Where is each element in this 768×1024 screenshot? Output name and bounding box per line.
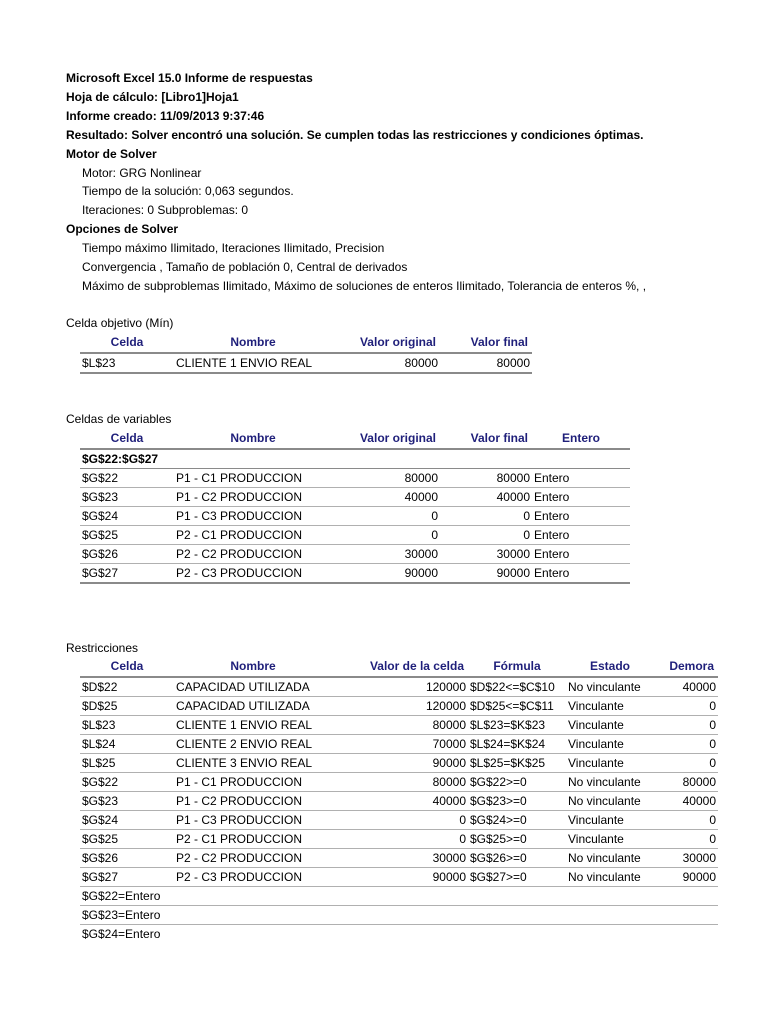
cell-status: Vinculante: [566, 735, 654, 754]
cell-formula: $G$26>=0: [468, 849, 566, 868]
cell-ref: $L$25: [80, 754, 174, 773]
cell-name: P2 - C3 PRODUCCION: [174, 868, 332, 887]
integer-constraint: $G$24=Entero: [82, 927, 161, 941]
cell-name: P1 - C1 PRODUCCION: [174, 469, 332, 488]
cell-slack: 30000: [654, 849, 718, 868]
col-nombre: Nombre: [174, 657, 332, 677]
cell-value: 30000: [332, 849, 468, 868]
cell-ref: $L$23: [80, 716, 174, 735]
cell-formula: $G$27>=0: [468, 868, 566, 887]
objective-header-row: [80, 333, 532, 353]
table-row: [80, 677, 718, 697]
table-row: [80, 754, 718, 773]
cell-final: 30000: [440, 545, 532, 564]
col-valor-final: Valor final: [440, 333, 532, 353]
integer-row: [80, 925, 718, 944]
cell-status: Vinculante: [566, 716, 654, 735]
cell-name: P2 - C3 PRODUCCION: [174, 564, 332, 584]
cell-ref: $L$24: [80, 735, 174, 754]
col-celda: Celda: [80, 429, 174, 449]
options-line-2: Convergencia , Tamaño de población 0, Central de derivados: [82, 260, 408, 274]
cell-name: P1 - C1 PRODUCCION: [174, 773, 332, 792]
cell-formula: $G$24>=0: [468, 811, 566, 830]
cell-slack: 0: [654, 811, 718, 830]
col-formula: Fórmula: [468, 657, 566, 677]
cell-name: P1 - C3 PRODUCCION: [174, 811, 332, 830]
cell-name: P2 - C1 PRODUCCION: [174, 526, 332, 545]
options-title: Opciones de Solver: [66, 222, 179, 236]
cell-original: 40000: [332, 488, 440, 507]
cell-value: 40000: [332, 792, 468, 811]
group-label: $G$22:$G$27: [80, 449, 630, 469]
table-row: [80, 697, 718, 716]
cell-value: 0: [332, 830, 468, 849]
col-celda: Celda: [80, 333, 174, 353]
options-line-1: Tiempo máximo Ilimitado, Iteraciones Ilimitado, Precision: [82, 241, 385, 255]
col-celda: Celda: [80, 657, 174, 677]
integer-constraint: $G$22=Entero: [80, 887, 718, 906]
cell-slack: 0: [654, 735, 718, 754]
cell-value: 90000: [332, 754, 468, 773]
integer-constraint: $G$23=Entero: [80, 906, 718, 925]
cell-name: CAPACIDAD UTILIZADA: [174, 697, 332, 716]
col-valor-original: Valor original: [332, 429, 440, 449]
col-valor-original: Valor original: [332, 333, 440, 353]
cell-original: 30000: [332, 545, 440, 564]
cell-integer: Entero: [532, 488, 630, 507]
constraints-header-row: [80, 657, 718, 677]
cell-slack: 80000: [654, 773, 718, 792]
engine-title: Motor de Solver: [66, 147, 157, 161]
cell-status: No vinculante: [566, 849, 654, 868]
cell-formula: $G$25>=0: [468, 830, 566, 849]
cell-value: 90000: [332, 868, 468, 887]
cell-original: 90000: [332, 564, 440, 584]
cell-status: Vinculante: [566, 811, 654, 830]
cell-final: 40000: [440, 488, 532, 507]
cell-ref: $G$25: [80, 830, 174, 849]
cell-integer: Entero: [532, 564, 630, 584]
cell-slack: 40000: [654, 677, 718, 697]
report-title: Microsoft Excel 15.0 Informe de respuestas: [66, 71, 313, 85]
col-estado: Estado: [566, 657, 654, 677]
cell-ref: $G$26: [80, 545, 174, 564]
table-row: [80, 735, 718, 754]
cell-ref: $G$24: [80, 811, 174, 830]
cell-slack: 0: [654, 697, 718, 716]
cell-formula: $L$25=$K$25: [468, 754, 566, 773]
cell-name: CAPACIDAD UTILIZADA: [174, 677, 332, 697]
cell-final: 0: [440, 507, 532, 526]
table-row: [80, 507, 630, 526]
cell-final: 0: [440, 526, 532, 545]
table-row: [80, 773, 718, 792]
cell-name: P1 - C2 PRODUCCION: [174, 792, 332, 811]
cell-final: 90000: [440, 564, 532, 584]
col-nombre: Nombre: [174, 429, 332, 449]
cell-name: P2 - C2 PRODUCCION: [174, 849, 332, 868]
table-row: [80, 849, 718, 868]
col-valor-final: Valor final: [440, 429, 532, 449]
cell-formula: $G$22>=0: [468, 773, 566, 792]
constraints-table: [80, 657, 718, 943]
cell-value: 70000: [332, 735, 468, 754]
cell-name: P2 - C1 PRODUCCION: [174, 830, 332, 849]
cell-final: 80000: [440, 353, 532, 373]
cell-name: CLIENTE 1 ENVIO REAL: [174, 353, 332, 373]
created-label: Informe creado: 11/09/2013 9:37:46: [66, 109, 265, 123]
cell-ref: $G$25: [80, 526, 174, 545]
cell-status: No vinculante: [566, 868, 654, 887]
cell-status: No vinculante: [566, 792, 654, 811]
cell-value: 120000: [332, 677, 468, 697]
cell-ref: $G$27: [80, 868, 174, 887]
col-valor-celda: Valor de la celda: [332, 657, 468, 677]
table-row: [80, 716, 718, 735]
result-label: Resultado: Solver encontró una solución. Se cumplen todas las restricciones y condiciones óptimas.: [66, 128, 644, 142]
cell-ref: $G$24: [80, 507, 174, 526]
cell-original: 0: [332, 526, 440, 545]
table-row: [80, 545, 630, 564]
cell-integer: Entero: [532, 526, 630, 545]
col-entero: Entero: [532, 429, 630, 449]
cell-value: 0: [332, 811, 468, 830]
cell-formula: $L$23=$K$23: [468, 716, 566, 735]
cell-original: 0: [332, 507, 440, 526]
cell-slack: 0: [654, 716, 718, 735]
sheet-label: Hoja de cálculo: [Libro1]Hoja1: [66, 90, 239, 104]
iterations-label: Iteraciones: 0 Subproblemas: 0: [82, 203, 249, 217]
variables-table: [80, 429, 630, 584]
cell-original: 80000: [332, 469, 440, 488]
constraints-section-title: Restricciones: [66, 641, 139, 655]
cell-ref: $D$25: [80, 697, 174, 716]
cell-name: CLIENTE 2 ENVIO REAL: [174, 735, 332, 754]
variables-header-row: [80, 429, 630, 449]
cell-name: P1 - C3 PRODUCCION: [174, 507, 332, 526]
cell-name: CLIENTE 1 ENVIO REAL: [174, 716, 332, 735]
cell-slack: 40000: [654, 792, 718, 811]
cell-ref: $G$22: [80, 469, 174, 488]
variables-section-title: Celdas de variables: [66, 412, 172, 426]
table-row: [80, 830, 718, 849]
table-row: [80, 564, 630, 584]
objective-section-title: Celda objetivo (Mín): [66, 316, 174, 330]
table-row: [80, 353, 532, 373]
cell-value: 120000: [332, 697, 468, 716]
integer-row: [80, 887, 718, 906]
cell-name: CLIENTE 3 ENVIO REAL: [174, 754, 332, 773]
col-demora: Demora: [654, 657, 718, 677]
engine-label: Motor: GRG Nonlinear: [82, 166, 202, 180]
cell-name: P2 - C2 PRODUCCION: [174, 545, 332, 564]
cell-slack: 0: [654, 830, 718, 849]
cell-value: 80000: [332, 716, 468, 735]
group-row: [80, 449, 630, 469]
cell-formula: $G$23>=0: [468, 792, 566, 811]
cell-slack: 0: [654, 754, 718, 773]
objective-table: [80, 333, 532, 374]
cell-status: Vinculante: [566, 697, 654, 716]
cell-formula: $D$25<=$C$11: [468, 697, 566, 716]
cell-integer: Entero: [532, 507, 630, 526]
cell-ref: $G$22: [80, 773, 174, 792]
cell-value: 80000: [332, 773, 468, 792]
table-row: [80, 868, 718, 887]
integer-row: [80, 906, 718, 925]
cell-status: Vinculante: [566, 754, 654, 773]
cell-status: No vinculante: [566, 677, 654, 697]
solve-time-label: Tiempo de la solución: 0,063 segundos.: [82, 184, 294, 198]
cell-status: Vinculante: [566, 830, 654, 849]
cell-formula: $D$22<=$C$10: [468, 677, 566, 697]
cell-status: No vinculante: [566, 773, 654, 792]
cell-formula: $L$24=$K$24: [468, 735, 566, 754]
table-row: [80, 811, 718, 830]
cell-name: P1 - C2 PRODUCCION: [174, 488, 332, 507]
table-row: [80, 526, 630, 545]
cell-original: 80000: [332, 353, 440, 373]
col-nombre: Nombre: [174, 333, 332, 353]
cell-ref: $D$22: [80, 677, 174, 697]
table-row: [80, 488, 630, 507]
cell-final: 80000: [440, 469, 532, 488]
cell-integer: Entero: [532, 469, 630, 488]
cell-integer: Entero: [532, 545, 630, 564]
options-line-3: Máximo de subproblemas Ilimitado, Máximo de soluciones de enteros Ilimitado, Tolerancia de enteros %, ,: [82, 279, 647, 293]
cell-ref: $G$27: [80, 564, 174, 584]
table-row: [80, 792, 718, 811]
cell-ref: $L$23: [80, 353, 174, 373]
cell-slack: 90000: [654, 868, 718, 887]
cell-ref: $G$23: [80, 792, 174, 811]
table-row: [80, 469, 630, 488]
cell-ref: $G$23: [80, 488, 174, 507]
cell-ref: $G$26: [80, 849, 174, 868]
